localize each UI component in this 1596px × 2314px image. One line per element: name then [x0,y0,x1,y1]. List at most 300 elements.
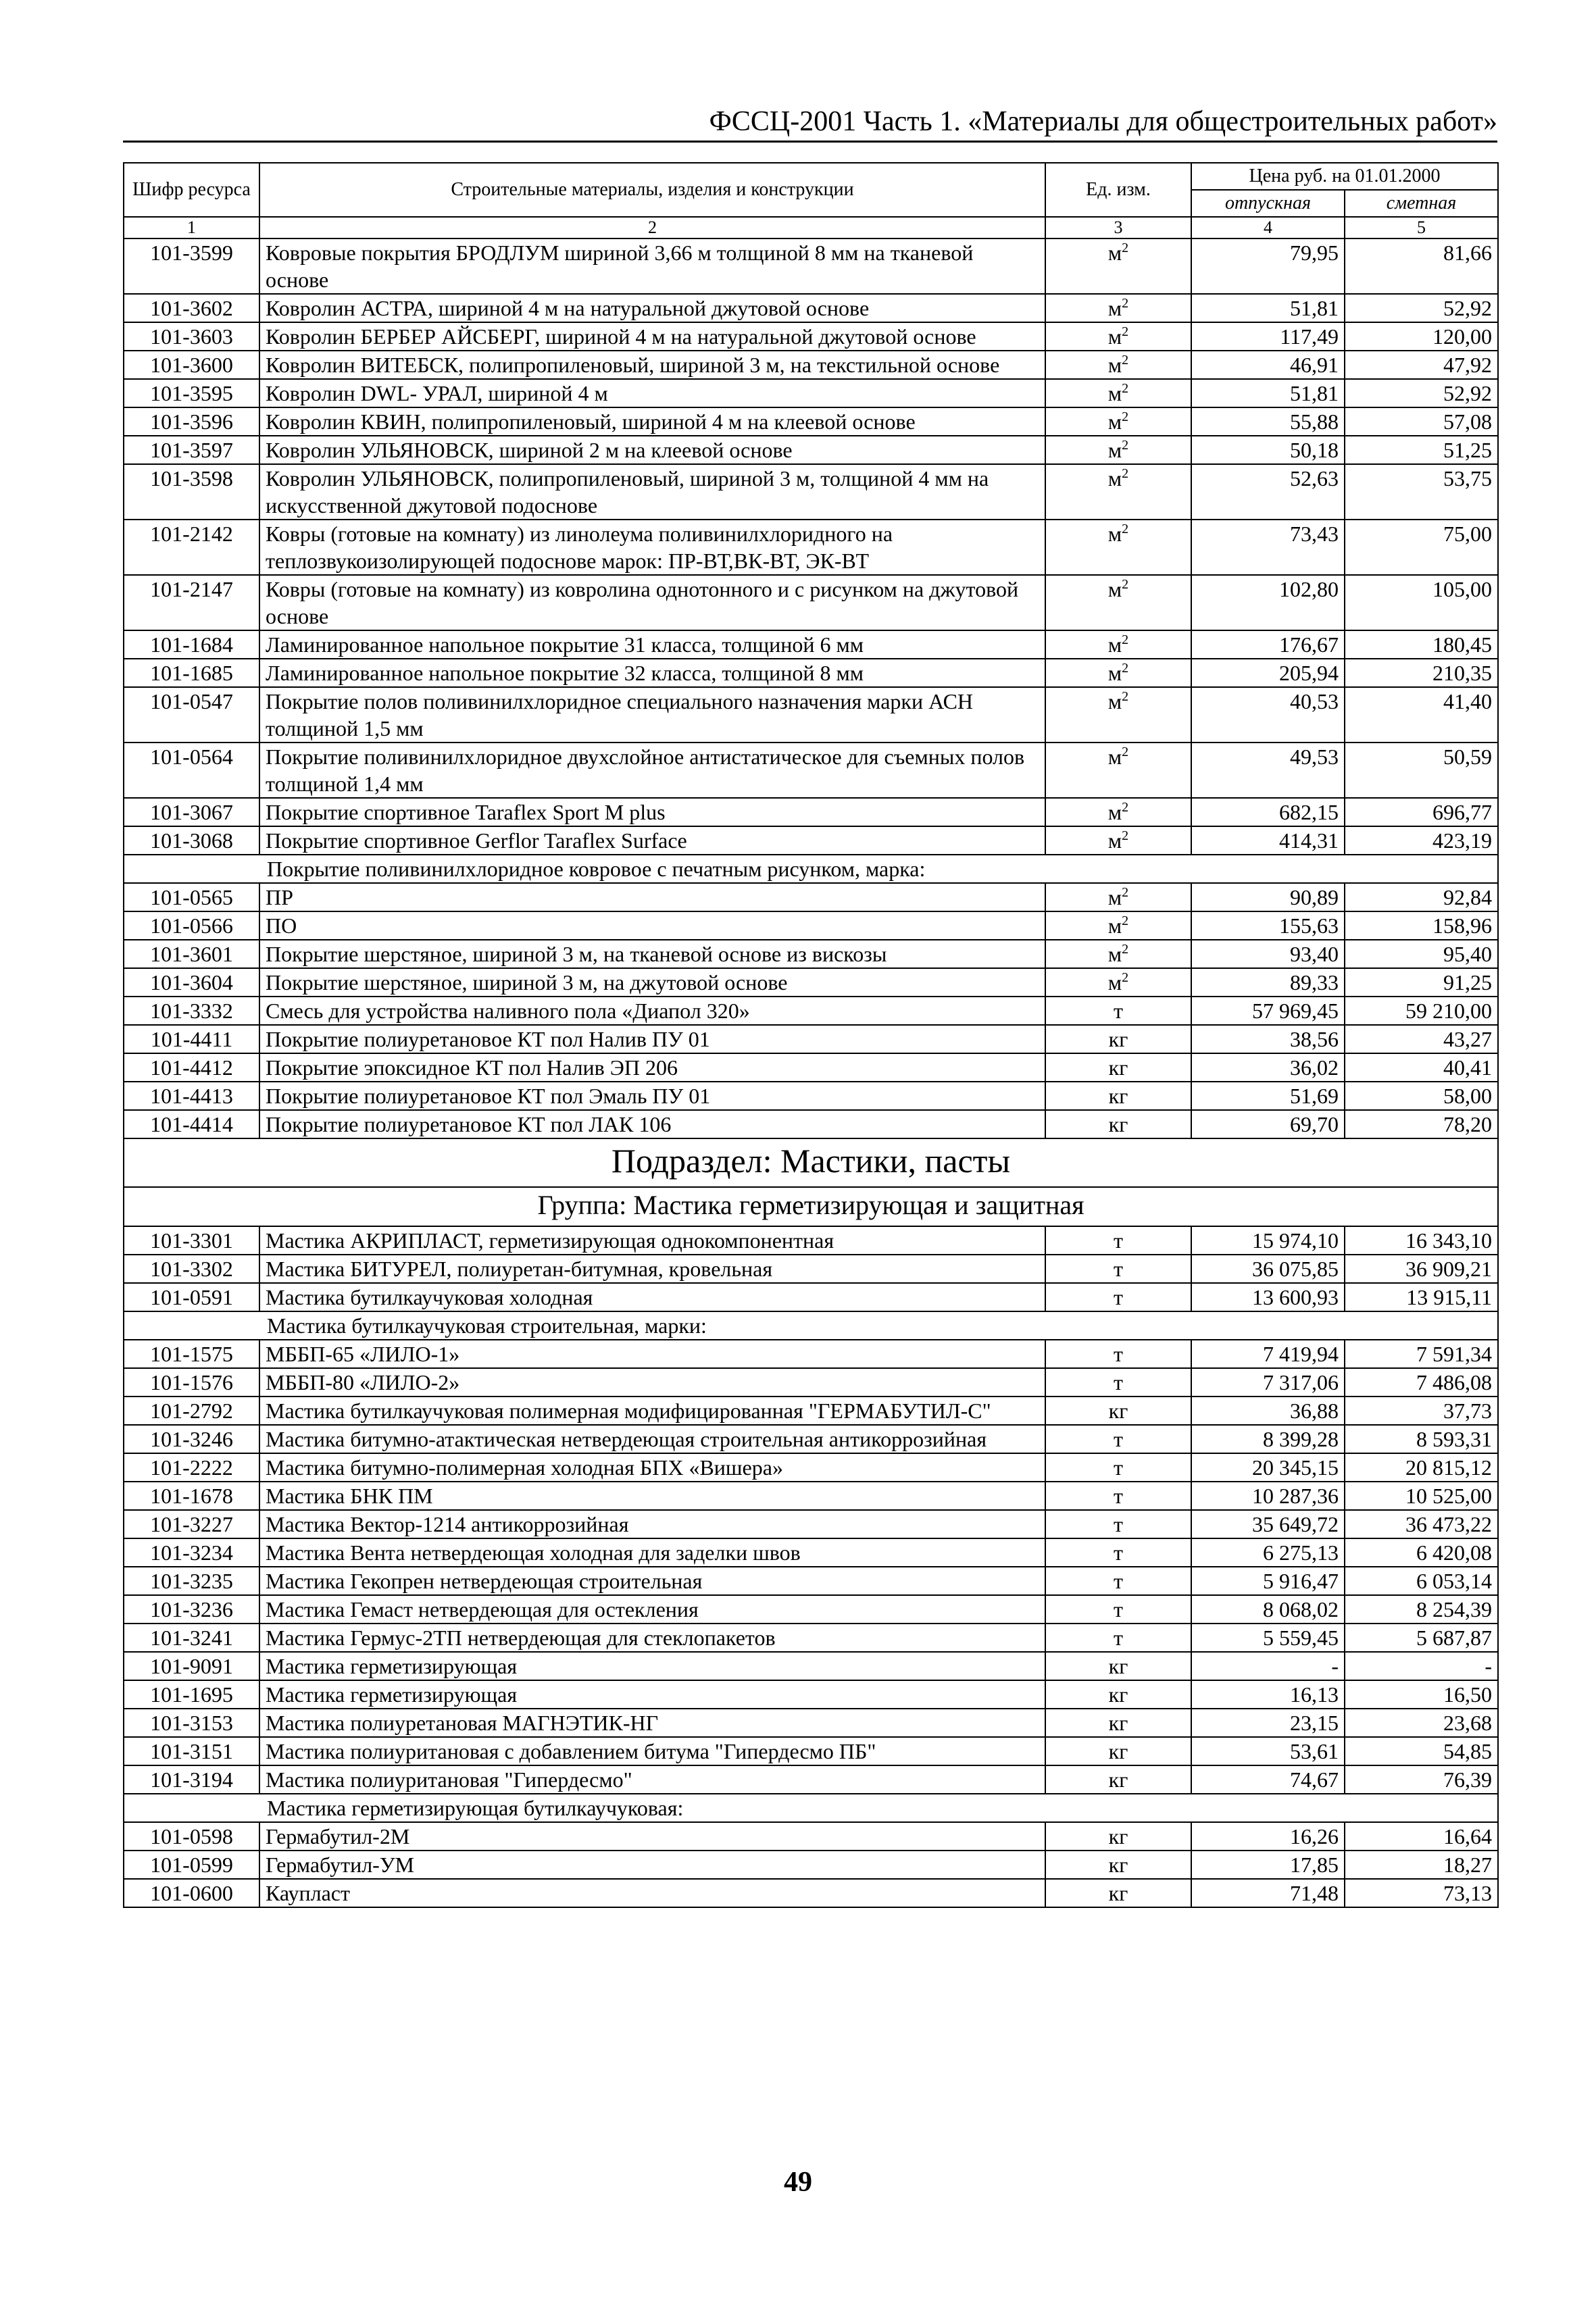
material-name: Мастика АКРИПЛАСТ, герметизирующая однокомпонентная [259,1226,1045,1255]
table-row [124,407,1498,436]
price-wholesale: 6 275,13 [1191,1538,1345,1567]
resource-code: 101-9091 [124,1652,259,1680]
resource-code: 101-3601 [124,940,259,968]
material-name: Ковры (готовые на комнату) из линолеума поливинилхлоридного на теплозвукоизолирующей подоснове марок: ПР-ВТ,ВК-ВТ, ЭК-ВТ [259,520,1045,575]
resource-code: 101-3602 [124,294,259,322]
unit-cell [1045,1510,1191,1538]
price-estimate: 105,00 [1345,575,1498,630]
unit-exponent: 2 [1122,409,1129,424]
table-row [124,883,1498,911]
material-name: Покрытие спортивное Gerflor Taraflex Surface [259,826,1045,855]
price-estimate: 75,00 [1345,520,1498,575]
unit-cell [1045,940,1191,968]
unit-label: т [1114,1257,1123,1281]
material-name: Мастика БИТУРЕЛ, полиуретан-битумная, кровельная [259,1255,1045,1283]
resource-code: 101-4414 [124,1110,259,1138]
unit-label: т [1114,1626,1123,1650]
table-row [124,659,1498,687]
material-name: Ковры (готовые на комнату) из ковролина однотонного и с рисунком на джутовой основе [259,575,1045,630]
unit-exponent: 2 [1122,800,1129,815]
column-number: 3 [1045,217,1191,238]
unit-exponent: 2 [1122,381,1129,396]
table-row [124,630,1498,659]
unit-cell [1045,520,1191,575]
price-estimate: 120,00 [1345,322,1498,351]
table-row [124,968,1498,997]
unit-label: м [1107,632,1122,657]
resource-code: 101-3153 [124,1709,259,1737]
unit-label: м [1107,913,1122,938]
table-row [124,1138,1498,1187]
price-wholesale: 5 916,47 [1191,1567,1345,1595]
column-number-row [124,217,1498,238]
price-wholesale: 8 399,28 [1191,1425,1345,1453]
resource-code: 101-0591 [124,1283,259,1311]
unit-exponent: 2 [1122,970,1129,985]
unit-cell [1045,464,1191,520]
unit-exponent: 2 [1122,522,1129,536]
unit-label: м [1107,241,1122,265]
table-row [124,322,1498,351]
unit-cell [1045,1053,1191,1082]
price-table [123,162,1499,1908]
resource-code: 101-3227 [124,1510,259,1538]
unit-label: кг [1108,1654,1128,1678]
unit-label: м [1107,324,1122,349]
unit-label: м [1107,661,1122,685]
resource-code: 101-1575 [124,1340,259,1368]
price-estimate: 13 915,11 [1345,1283,1498,1311]
material-name: МББП-80 «ЛИЛО-2» [259,1368,1045,1397]
material-name: Мастика полиуритановая "Гипердесмо" [259,1765,1045,1794]
unit-cell [1045,1737,1191,1765]
resource-code: 101-1576 [124,1368,259,1397]
resource-code: 101-3235 [124,1567,259,1595]
unit-label: м [1107,970,1122,995]
resource-code: 101-2147 [124,575,259,630]
table-header [124,163,1498,238]
material-name: Мастика битумно-полимерная холодная БПХ «Вишера» [259,1453,1045,1482]
resource-code: 101-3241 [124,1624,259,1652]
material-name: Мастика герметизирующая [259,1652,1045,1680]
material-name: Покрытие спортивное Taraflex Sport M plus [259,798,1045,826]
table-row [124,1624,1498,1652]
table-row [124,1851,1498,1879]
resource-code: 101-3600 [124,351,259,379]
unit-cell [1045,1025,1191,1053]
table-row [124,1822,1498,1851]
unit-exponent: 2 [1122,689,1129,704]
column-header-price: Цена руб. на 01.01.2000 [1191,163,1498,190]
unit-label: т [1114,1342,1123,1366]
material-name: Ковролин УЛЬЯНОВСК, полипропиленовый, шириной 3 м, толщиной 4 мм на искусственной джутовой подоснове [259,464,1045,520]
price-estimate: 158,96 [1345,911,1498,940]
price-estimate: 78,20 [1345,1110,1498,1138]
unit-label: кг [1108,1682,1128,1707]
unit-cell [1045,1624,1191,1652]
price-estimate: 57,08 [1345,407,1498,436]
unit-exponent: 2 [1122,577,1129,592]
unit-cell [1045,1368,1191,1397]
table-row [124,1397,1498,1425]
resource-code: 101-3246 [124,1425,259,1453]
table-row [124,1053,1498,1082]
column-number: 1 [124,217,259,238]
resource-code: 101-3302 [124,1255,259,1283]
price-estimate: 91,25 [1345,968,1498,997]
table-row [124,1709,1498,1737]
unit-cell [1045,294,1191,322]
unit-label: кг [1108,1399,1128,1423]
price-wholesale: 7 419,94 [1191,1340,1345,1368]
price-estimate: 16 343,10 [1345,1226,1498,1255]
table-row [124,1110,1498,1138]
resource-code: 101-4413 [124,1082,259,1110]
unit-cell [1045,1595,1191,1624]
subgroup-note: Мастика герметизирующая бутилкаучуковая: [124,1794,1498,1822]
price-wholesale: 69,70 [1191,1110,1345,1138]
resource-code: 101-2792 [124,1397,259,1425]
table-row [124,520,1498,575]
document-title: ФССЦ-2001 Часть 1. «Материалы для общестроительных работ» [709,106,1497,137]
price-wholesale: 16,26 [1191,1822,1345,1851]
table-row [124,1652,1498,1680]
price-estimate: 51,25 [1345,436,1498,464]
price-estimate: 8 593,31 [1345,1425,1498,1453]
unit-cell [1045,1226,1191,1255]
unit-cell [1045,322,1191,351]
unit-cell [1045,436,1191,464]
unit-cell [1045,1082,1191,1110]
table-row [124,1025,1498,1053]
group-heading: Группа: Мастика герметизирующая и защитная [124,1187,1498,1226]
table-row [124,1453,1498,1482]
table-row [124,1311,1498,1340]
column-number: 2 [259,217,1045,238]
material-name: Мастика полиуритановая с добавлением битума "Гипердесмо ПБ" [259,1737,1045,1765]
price-wholesale: 23,15 [1191,1709,1345,1737]
resource-code: 101-1678 [124,1482,259,1510]
table-row [124,351,1498,379]
resource-code: 101-3151 [124,1737,259,1765]
price-estimate: 40,41 [1345,1053,1498,1082]
price-wholesale: 51,81 [1191,294,1345,322]
unit-label: м [1107,409,1122,434]
price-wholesale: 55,88 [1191,407,1345,436]
column-number: 4 [1191,217,1345,238]
table-row [124,826,1498,855]
unit-cell [1045,1453,1191,1482]
price-estimate: 16,64 [1345,1822,1498,1851]
unit-cell [1045,1397,1191,1425]
table-row [124,940,1498,968]
price-wholesale: 89,33 [1191,968,1345,997]
resource-code: 101-3595 [124,379,259,407]
unit-label: т [1114,1512,1123,1536]
resource-code: 101-3599 [124,238,259,294]
unit-cell [1045,630,1191,659]
material-name: Мастика бутилкаучуковая холодная [259,1283,1045,1311]
unit-cell [1045,1425,1191,1453]
unit-label: кг [1108,1112,1128,1136]
table-row [124,855,1498,883]
price-wholesale: 51,69 [1191,1082,1345,1110]
unit-exponent: 2 [1122,632,1129,647]
table-row [124,575,1498,630]
resource-code: 101-4412 [124,1053,259,1082]
resource-code: 101-3067 [124,798,259,826]
subsection-heading: Подраздел: Мастики, пасты [124,1138,1498,1187]
unit-exponent: 2 [1122,885,1129,900]
price-estimate: 210,35 [1345,659,1498,687]
price-estimate: 54,85 [1345,1737,1498,1765]
material-name: Покрытие поливинилхлоридное двухслойное антистатическое для съемных полов толщиной 1,4 мм [259,743,1045,798]
unit-exponent: 2 [1122,745,1129,759]
unit-label: кг [1108,1055,1128,1080]
running-header [123,105,1497,143]
unit-label: кг [1108,1824,1128,1848]
table-row [124,1482,1498,1510]
table-row [124,1226,1498,1255]
price-estimate: 7 486,08 [1345,1368,1498,1397]
material-name: Ковролин АСТРА, шириной 4 м на натуральной джутовой основе [259,294,1045,322]
unit-label: м [1107,466,1122,491]
price-wholesale: 49,53 [1191,743,1345,798]
unit-cell [1045,1709,1191,1737]
table-row [124,1765,1498,1794]
price-estimate: 81,66 [1345,238,1498,294]
price-estimate: 47,92 [1345,351,1498,379]
material-name: Мастика Гермус-2ТП нетвердеющая для стеклопакетов [259,1624,1045,1652]
price-estimate: 5 687,87 [1345,1624,1498,1652]
resource-code: 101-2222 [124,1453,259,1482]
page-number: 49 [784,2167,812,2198]
unit-label: м [1107,942,1122,966]
price-estimate: 423,19 [1345,826,1498,855]
subgroup-note: Покрытие поливинилхлоридное ковровое с печатным рисунком, марка: [124,855,1498,883]
unit-label: т [1114,1569,1123,1593]
unit-label: кг [1108,1027,1128,1051]
resource-code: 101-3068 [124,826,259,855]
price-estimate: 50,59 [1345,743,1498,798]
unit-cell [1045,238,1191,294]
table-row [124,687,1498,743]
resource-code: 101-3596 [124,407,259,436]
material-name: ПР [259,883,1045,911]
unit-cell [1045,659,1191,687]
unit-label: т [1114,1455,1123,1480]
table-row [124,464,1498,520]
price-wholesale: 13 600,93 [1191,1283,1345,1311]
resource-code: 101-3194 [124,1765,259,1794]
unit-label: т [1114,1427,1123,1451]
unit-label: м [1107,438,1122,462]
price-estimate: 73,13 [1345,1879,1498,1907]
unit-cell [1045,1765,1191,1794]
price-estimate: 696,77 [1345,798,1498,826]
material-name: Покрытие эпоксидное КТ пол Налив ЭП 206 [259,1053,1045,1082]
price-estimate: 58,00 [1345,1082,1498,1110]
price-wholesale: 35 649,72 [1191,1510,1345,1538]
material-name: Покрытие шерстяное, шириной 3 м, на тканевой основе из вискозы [259,940,1045,968]
resource-code: 101-1695 [124,1680,259,1709]
material-name: Гермабутил-УМ [259,1851,1045,1879]
unit-exponent: 2 [1122,438,1129,453]
column-header-wholesale: отпускная [1191,190,1345,217]
price-estimate: 20 815,12 [1345,1453,1498,1482]
unit-exponent: 2 [1122,661,1129,676]
material-name: Мастика битумно-атактическая нетвердеющая строительная антикоррозийная [259,1425,1045,1453]
price-wholesale: 79,95 [1191,238,1345,294]
material-name: Мастика полиуретановая МАГНЭТИК-НГ [259,1709,1045,1737]
unit-cell [1045,351,1191,379]
unit-label: т [1114,1597,1123,1621]
material-name: Мастика Вектор-1214 антикоррозийная [259,1510,1045,1538]
unit-exponent: 2 [1122,353,1129,368]
price-wholesale: 57 969,45 [1191,997,1345,1025]
resource-code: 101-0566 [124,911,259,940]
resource-code: 101-3603 [124,322,259,351]
table-row [124,1187,1498,1226]
table-row [124,1255,1498,1283]
unit-label: кг [1108,1084,1128,1108]
price-estimate: 7 591,34 [1345,1340,1498,1368]
price-wholesale: 53,61 [1191,1737,1345,1765]
price-estimate: 95,40 [1345,940,1498,968]
price-estimate: 59 210,00 [1345,997,1498,1025]
unit-cell [1045,687,1191,743]
unit-label: т [1114,1370,1123,1394]
unit-exponent: 2 [1122,241,1129,255]
table-row [124,379,1498,407]
unit-label: кг [1108,1767,1128,1792]
material-name: Ковролин DWL- УРАЛ, шириной 4 м [259,379,1045,407]
unit-cell [1045,1879,1191,1907]
resource-code: 101-3332 [124,997,259,1025]
material-name: МББП-65 «ЛИЛО-1» [259,1340,1045,1368]
unit-cell [1045,1851,1191,1879]
unit-label: м [1107,885,1122,909]
unit-label: кг [1108,1881,1128,1905]
unit-cell [1045,997,1191,1025]
unit-cell [1045,883,1191,911]
material-name: Мастика Гекопрен нетвердеющая строительная [259,1567,1045,1595]
material-name: Мастика бутилкаучуковая полимерная модифицированная "ГЕРМАБУТИЛ-С" [259,1397,1045,1425]
table-row [124,1082,1498,1110]
unit-label: м [1107,522,1122,546]
table-row [124,238,1498,294]
price-wholesale: 102,80 [1191,575,1345,630]
subgroup-note: Мастика бутилкаучуковая строительная, марки: [124,1311,1498,1340]
price-wholesale: 155,63 [1191,911,1345,940]
price-estimate: 8 254,39 [1345,1595,1498,1624]
price-wholesale: 16,13 [1191,1680,1345,1709]
price-wholesale: 414,31 [1191,826,1345,855]
column-number: 5 [1345,217,1498,238]
material-name: Ковровые покрытия БРОДЛУМ шириной 3,66 м толщиной 8 мм на тканевой основе [259,238,1045,294]
table-row [124,1737,1498,1765]
price-estimate: 41,40 [1345,687,1498,743]
material-name: Ламинированное напольное покрытие 31 класса, толщиной 6 мм [259,630,1045,659]
price-wholesale: 74,67 [1191,1765,1345,1794]
table-row [124,1283,1498,1311]
price-estimate: 10 525,00 [1345,1482,1498,1510]
resource-code: 101-3301 [124,1226,259,1255]
price-estimate: 53,75 [1345,464,1498,520]
price-estimate: 18,27 [1345,1851,1498,1879]
unit-label: т [1114,1540,1123,1565]
unit-label: м [1107,800,1122,824]
unit-label: т [1114,1484,1123,1508]
unit-exponent: 2 [1122,913,1129,928]
price-wholesale: - [1191,1652,1345,1680]
material-name: ПО [259,911,1045,940]
material-name: Ковролин КВИН, полипропиленовый, шириной 4 м на клеевой основе [259,407,1045,436]
price-wholesale: 117,49 [1191,322,1345,351]
unit-label: м [1107,381,1122,405]
material-name: Мастика БНК ПМ [259,1482,1045,1510]
unit-label: м [1107,828,1122,853]
unit-label: т [1114,1228,1123,1253]
unit-cell [1045,1567,1191,1595]
table-row [124,436,1498,464]
unit-cell [1045,743,1191,798]
price-estimate: 23,68 [1345,1709,1498,1737]
unit-label: м [1107,296,1122,320]
price-estimate: 180,45 [1345,630,1498,659]
price-wholesale: 10 287,36 [1191,1482,1345,1510]
price-estimate: 52,92 [1345,379,1498,407]
unit-label: м [1107,745,1122,769]
unit-cell [1045,798,1191,826]
table-row [124,911,1498,940]
resource-code: 101-1684 [124,630,259,659]
material-name: Ковролин ВИТЕБСК, полипропиленовый, шириной 3 м, на текстильной основе [259,351,1045,379]
price-estimate: 52,92 [1345,294,1498,322]
unit-label: м [1107,353,1122,377]
price-estimate: 6 420,08 [1345,1538,1498,1567]
table-row [124,1368,1498,1397]
table-row [124,1595,1498,1624]
unit-label: т [1114,1285,1123,1309]
price-wholesale: 36 075,85 [1191,1255,1345,1283]
price-wholesale: 15 974,10 [1191,1226,1345,1255]
table-row [124,1340,1498,1368]
resource-code: 101-3236 [124,1595,259,1624]
unit-cell [1045,1340,1191,1368]
unit-cell [1045,1255,1191,1283]
unit-cell [1045,407,1191,436]
column-header-unit: Ед. изм. [1045,163,1191,217]
price-wholesale: 682,15 [1191,798,1345,826]
resource-code: 101-0547 [124,687,259,743]
unit-cell [1045,1822,1191,1851]
price-wholesale: 93,40 [1191,940,1345,968]
material-name: Ковролин УЛЬЯНОВСК, шириной 2 м на клеевой основе [259,436,1045,464]
material-name: Ковролин БЕРБЕР АЙСБЕРГ, шириной 4 м на натуральной джутовой основе [259,322,1045,351]
table-row [124,997,1498,1025]
column-header-name: Строительные материалы, изделия и конструкции [259,163,1045,217]
price-wholesale: 71,48 [1191,1879,1345,1907]
unit-cell [1045,1283,1191,1311]
material-name: Покрытие полов поливинилхлоридное специального назначения марки АСН толщиной 1,5 мм [259,687,1045,743]
unit-cell [1045,1538,1191,1567]
unit-label: т [1114,999,1123,1023]
material-name: Покрытие шерстяное, шириной 3 м, на джутовой основе [259,968,1045,997]
unit-label: кг [1108,1711,1128,1735]
unit-exponent: 2 [1122,828,1129,843]
price-estimate: 76,39 [1345,1765,1498,1794]
